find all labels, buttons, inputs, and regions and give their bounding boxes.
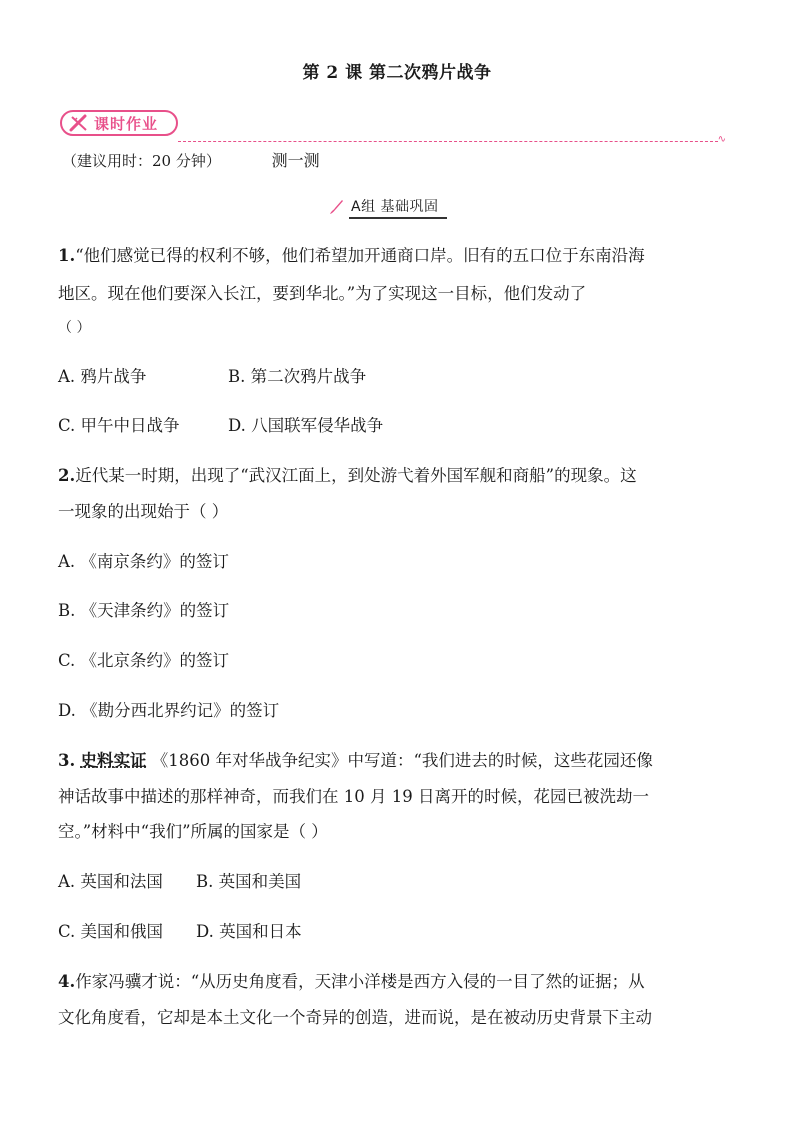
option: D. 《勘分西北界约记》的签订 — [58, 701, 280, 720]
question-2-line-2: 一现象的出现始于（ ） — [58, 502, 229, 521]
divider-end-icon: ∿ — [717, 134, 726, 145]
option: B. 第二次鸦片战争 — [228, 367, 367, 386]
answer-blank: （ ） — [58, 320, 91, 336]
option: C. 《北京条约》的签订 — [58, 651, 230, 670]
pencil-ruler-icon — [68, 113, 90, 133]
meta-row — [62, 148, 320, 171]
question-number: 3. — [58, 751, 76, 770]
homework-badge — [60, 110, 178, 136]
question-1-line-1: 1.“他们感觉已得的权利不够，他们希望加开通商口岸。旧有的五口位于东南沿海 — [58, 246, 645, 265]
section-header — [60, 110, 726, 145]
option: D. 八国联军侵华战争 — [228, 416, 384, 435]
divider — [178, 141, 718, 142]
option: A. 英国和法国 — [58, 872, 163, 891]
option: A. 《南京条约》的签订 — [58, 552, 229, 571]
brush-icon — [327, 198, 345, 216]
question-2-line-1: 2.近代某一时期，出现了“武汉江面上，到处游弋着外国军舰和商船”的现象。这 — [58, 466, 637, 485]
homework-badge-label: 课时作业 — [94, 114, 159, 133]
question-4-line-2: 文化角度看，它却是本土文化一个奇异的创造，进而说，是在被动历史背景下主动 — [58, 1008, 652, 1027]
question-3-line-1: 3. 史料实证 《1860 年对华战争纪实》中写道：“我们进去的时候，这些花园还像 — [58, 751, 653, 770]
group-label: A组 基础巩固 — [349, 196, 447, 219]
question-4-line-1: 4.作家冯骥才说：“从历史角度看，天津小洋楼是西方入侵的一目了然的证据；从 — [58, 972, 645, 991]
question-number: 1. — [58, 246, 76, 265]
page-title: 第 2 课 第二次鸦片战争 — [302, 63, 492, 83]
option: B. 英国和美国 — [196, 872, 302, 891]
option: D. 英国和日本 — [196, 922, 302, 941]
question-3-line-2: 神话故事中描述的那样神奇，而我们在 10 月 19 日离开的时候，花园已被洗劫一 — [58, 787, 649, 806]
option: C. 甲午中日战争 — [58, 416, 180, 435]
option: B. 《天津条约》的签订 — [58, 601, 230, 620]
group-heading — [327, 196, 447, 218]
question-number: 2. — [58, 466, 76, 485]
question-tag: 史料实证 — [80, 751, 147, 770]
test-label: 测一测 — [271, 151, 320, 170]
suggested-time: （建议用时：20 分钟） — [62, 152, 221, 170]
option: C. 美国和俄国 — [58, 922, 164, 941]
option: A. 鸦片战争 — [58, 367, 147, 386]
question-3-line-3: 空。”材料中“我们”所属的国家是（ ） — [58, 822, 328, 841]
question-number: 4. — [58, 972, 76, 991]
question-1-line-2: 地区。现在他们要深入长江，要到华北。”为了实现这一目标，他们发动了 — [58, 284, 587, 303]
